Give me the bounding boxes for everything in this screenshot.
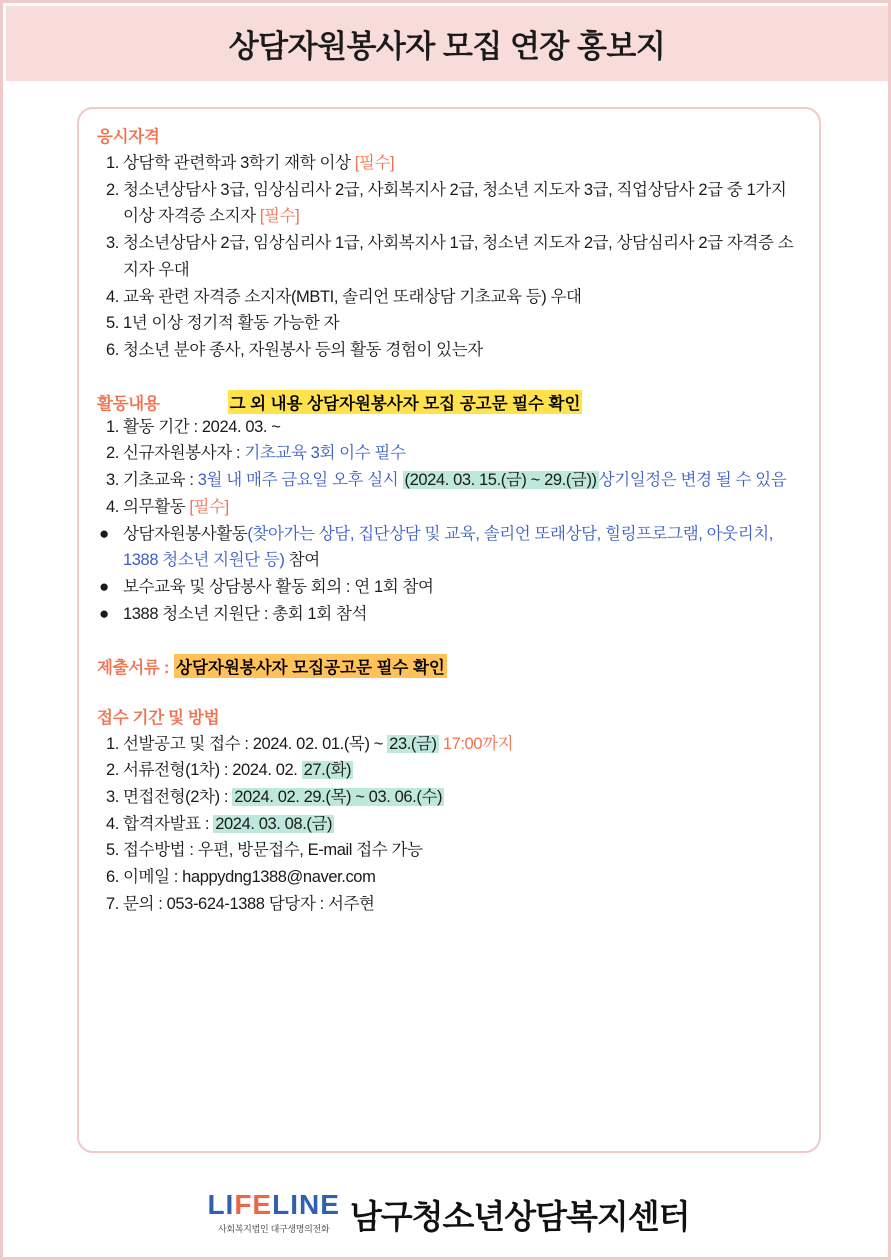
submission-heading: 제출서류 : — [97, 658, 170, 677]
date-highlight: 2024. 03. 08.(금) — [215, 814, 333, 833]
list-item — [97, 150, 801, 177]
bullet-icon: ● — [99, 523, 109, 543]
list-item — [97, 757, 801, 784]
list-text: 1388 청소년 지원단 : 총회 1회 참석 — [123, 604, 368, 623]
spacer — [97, 678, 801, 704]
content-box — [77, 107, 821, 1153]
list-marker: 6. — [106, 341, 119, 360]
list-item — [97, 230, 801, 283]
list-text: 의무활동 — [123, 497, 190, 516]
bullet-icon: ● — [99, 603, 109, 623]
list-item — [97, 440, 801, 467]
list-text: 청소년상담사 3급, 임상심리사 2급, 사회복지사 2급, 청소년 지도자 3급, 직업상담사 2급 중 1가지 이상 자격증 소지자 — [123, 180, 787, 226]
logo-part-3: LINE — [272, 1189, 340, 1220]
list-item — [97, 601, 801, 628]
submission-row — [97, 654, 801, 678]
submission-highlight: 상담자원봉사자 모집공고문 필수 확인 — [174, 654, 447, 678]
list-text: 서류전형(1차) : 2024. 02. — [123, 761, 302, 780]
list-text: 기초교육 : — [123, 471, 198, 490]
list-text: 활동 기간 : 2024. 03. ~ — [123, 417, 281, 436]
activity-bullet-list — [97, 521, 801, 628]
application-heading: 접수 기간 및 방법 — [97, 708, 220, 727]
page-title-bar — [6, 6, 888, 81]
list-item — [97, 521, 801, 574]
list-marker: 3. — [106, 787, 119, 806]
list-marker: 1. — [106, 734, 119, 753]
list-text: 청소년상담사 2급, 임상심리사 1급, 사회복지사 1급, 청소년 지도자 2급, 상담심리사 2급 자격증 소지자 우대 — [123, 234, 794, 279]
bullet-icon: ● — [99, 577, 109, 597]
list-marker: 4. — [106, 814, 119, 833]
list-marker: 3. — [106, 471, 119, 490]
list-text: 상담학 관련학과 3학기 재학 이상 — [123, 154, 355, 172]
list-text: 문의 : 053-624-1388 담당자 : 서주현 — [123, 894, 375, 913]
activity-heading: 활동내용 — [97, 394, 160, 413]
list-text: 면접전형(2차) : — [123, 787, 233, 806]
required-tag: [필수] — [354, 154, 395, 172]
list-text: 신규자원봉사자 : — [123, 444, 245, 463]
list-marker: 2. — [106, 761, 119, 780]
list-text: 합격자발표 : — [123, 814, 214, 833]
list-marker: 4. — [106, 287, 119, 306]
date-highlight: 2024. 02. 29.(목) ~ 03. 06.(수) — [234, 787, 443, 806]
list-text-note: 상기일정은 변경 될 수 있음 — [598, 471, 787, 490]
lifeline-wordmark — [207, 1191, 339, 1219]
list-item — [97, 414, 801, 441]
list-item — [97, 891, 801, 918]
logo-subtitle: 사회복지법인 대구생명의전화 — [218, 1224, 330, 1234]
required-tag: [필수] — [259, 207, 300, 226]
list-text: 1년 이상 정기적 활동 가능한 자 — [123, 314, 340, 333]
list-marker: 3. — [106, 234, 119, 253]
list-item — [97, 494, 801, 521]
list-text: 선발공고 및 접수 : 2024. 02. 01.(목) ~ — [123, 734, 388, 753]
application-list — [97, 731, 801, 918]
list-marker: 5. — [106, 314, 119, 333]
list-item — [97, 811, 801, 838]
list-text: 교육 관련 자격증 소지자(MBTI, 솔리언 또래상담 기초교육 등) 우대 — [123, 287, 582, 306]
footer — [3, 1191, 891, 1239]
list-marker: 2. — [106, 444, 119, 463]
list-item — [97, 731, 801, 758]
spacer — [97, 364, 801, 390]
list-text: 청소년 분야 종사, 자원봉사 등의 활동 경험이 있는자 — [123, 341, 483, 360]
spacer — [97, 628, 801, 654]
date-highlight: (2024. 03. 15.(금) ~ 29.(금)) — [404, 471, 597, 490]
activity-notice-highlight: 그 외 내용 상담자원봉사자 모집 공고문 필수 확인 — [228, 390, 583, 414]
logo-part-1: LI — [207, 1189, 235, 1220]
list-text-tail: 참여 — [284, 551, 320, 570]
list-item — [97, 177, 801, 230]
list-item — [97, 574, 801, 601]
list-marker: 1. — [106, 417, 119, 436]
deadline-time: 17:00까지 — [438, 734, 514, 753]
list-marker: 5. — [106, 841, 119, 860]
qualification-heading: 응시자격 — [97, 128, 160, 146]
lifeline-logo — [207, 1191, 339, 1239]
list-text-emphasis: 기초교육 3회 이수 필수 — [244, 444, 406, 463]
list-item — [97, 837, 801, 864]
date-highlight: 23.(금) — [389, 734, 437, 753]
list-text: 상담자원봉사활동 — [123, 524, 248, 543]
required-tag: [필수] — [189, 497, 229, 516]
qualification-list — [97, 150, 801, 364]
list-text-emphasis: 3월 내 매주 금요일 오후 실시 — [197, 471, 403, 490]
list-text: 접수방법 : 우편, 방문접수, E-mail 접수 가능 — [123, 841, 423, 860]
activity-heading-row — [97, 390, 801, 414]
list-text: 보수교육 및 상담봉사 활동 회의 : 연 1회 참여 — [123, 578, 434, 597]
list-item — [97, 337, 801, 364]
list-marker: 2. — [106, 180, 119, 199]
list-item — [97, 284, 801, 311]
list-text-emphasis: (찾아가는 상담, 집단상담 및 교육, 솔리언 또래상담, 힐링프로그램, 아웃리치, 1388 청소년 지원단 등) — [123, 524, 773, 570]
page-title: 상담자원봉사자 모집 연장 홍보지 — [228, 29, 666, 64]
list-marker: 6. — [106, 868, 119, 887]
logo-part-2: FE — [234, 1189, 273, 1220]
activity-list — [97, 414, 801, 521]
date-highlight: 27.(화) — [303, 761, 352, 780]
list-marker: 7. — [106, 894, 119, 913]
list-marker: 1. — [106, 154, 119, 172]
list-item — [97, 864, 801, 891]
list-item — [97, 467, 801, 494]
center-name: 남구청소년상담복지센터 — [349, 1198, 690, 1235]
list-item — [97, 310, 801, 337]
list-text: 이메일 : happydng1388@naver.com — [123, 868, 376, 887]
list-marker: 4. — [106, 497, 119, 516]
list-item — [97, 784, 801, 811]
